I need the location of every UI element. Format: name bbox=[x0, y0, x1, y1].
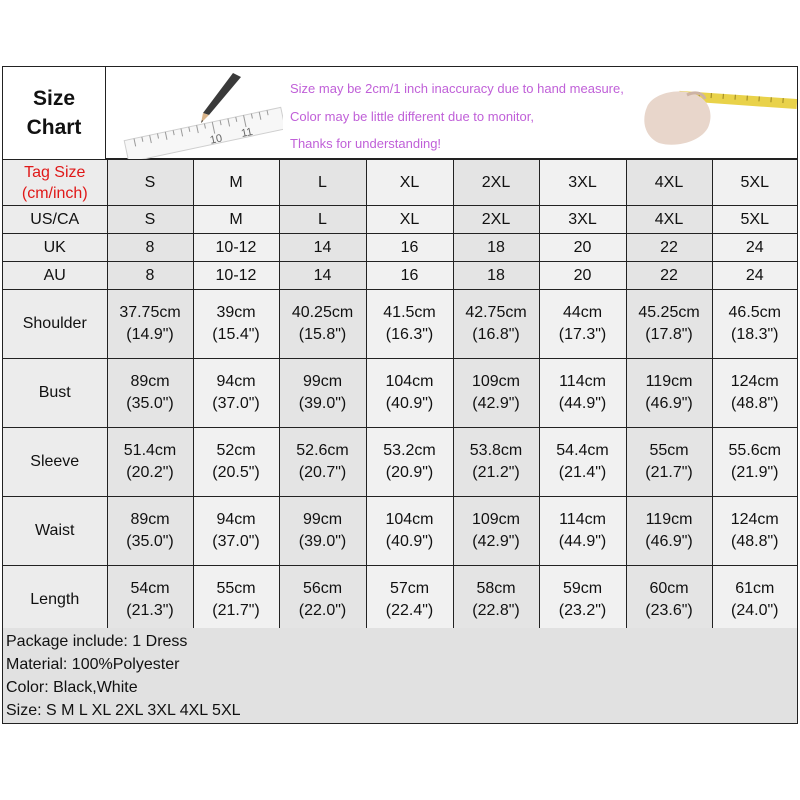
measurement-cm: 89cm bbox=[130, 511, 170, 528]
measurement-inch: (22.0") bbox=[298, 602, 347, 619]
measurement-cm: 53.8cm bbox=[469, 442, 523, 459]
size-cell: 14 bbox=[279, 234, 366, 262]
measurement-cm: 94cm bbox=[216, 373, 256, 390]
measurement-cm: 54.4cm bbox=[556, 442, 609, 459]
size-cell: M bbox=[193, 206, 279, 234]
table-row-sleeve bbox=[3, 428, 797, 497]
measurement-cell bbox=[107, 497, 193, 566]
measurement-cm: 55.6cm bbox=[728, 442, 781, 459]
measurement-cell bbox=[626, 290, 712, 359]
measurement-cell bbox=[712, 497, 797, 566]
note-thanks: Thanks for understanding! bbox=[290, 136, 442, 151]
measurement-cell bbox=[193, 497, 279, 566]
measurement-inch: (20.7") bbox=[298, 464, 347, 481]
size-cell: XL bbox=[366, 206, 453, 234]
ruler-number-10: 10 bbox=[208, 132, 224, 147]
size-chart-title bbox=[3, 67, 106, 159]
size-cell: 4XL bbox=[626, 206, 712, 234]
measurement-inch: (15.4") bbox=[212, 326, 260, 343]
measurement-inch: (44.9") bbox=[558, 533, 607, 550]
size-chart-header bbox=[3, 67, 797, 159]
size-cell: 24 bbox=[712, 262, 797, 290]
table-row-bust bbox=[3, 359, 797, 428]
tag-size-cell: 3XL bbox=[539, 160, 626, 206]
measurement-cm: 39cm bbox=[216, 304, 256, 321]
tag-size-cell: L bbox=[279, 160, 366, 206]
title-line-1: Size bbox=[32, 87, 76, 110]
row-label: Shoulder bbox=[3, 290, 107, 359]
measurement-inch: (44.9") bbox=[558, 395, 607, 412]
table-row-uk bbox=[3, 234, 797, 262]
measurement-cell bbox=[626, 359, 712, 428]
measurement-inch: (23.6") bbox=[645, 602, 693, 619]
measurement-inch: (21.3") bbox=[126, 602, 174, 619]
size-cell: 2XL bbox=[453, 206, 539, 234]
measurement-inch: (16.3") bbox=[385, 326, 434, 343]
measurement-cell bbox=[279, 359, 366, 428]
measurement-inch: (23.2") bbox=[558, 602, 607, 619]
measurement-cm: 37.75cm bbox=[119, 304, 181, 321]
row-label: Bust bbox=[3, 359, 107, 428]
note-color-difference: Color may be little different due to monitor, bbox=[290, 109, 534, 124]
row-label-tag-size bbox=[3, 160, 107, 206]
size-cell: 24 bbox=[712, 234, 797, 262]
measurement-cm: 52cm bbox=[216, 442, 256, 459]
measurement-inch: (17.8") bbox=[645, 326, 693, 343]
size-cell: 20 bbox=[539, 262, 626, 290]
measurement-cm: 114cm bbox=[559, 373, 606, 390]
size-cell: 3XL bbox=[539, 206, 626, 234]
tag-size-cell: S bbox=[107, 160, 193, 206]
row-label: US/CA bbox=[3, 206, 107, 234]
measurement-cm: 40.25cm bbox=[291, 304, 354, 321]
measurement-inch: (48.8") bbox=[731, 395, 779, 412]
material: Material: 100%Polyester bbox=[6, 656, 180, 673]
table-row-au bbox=[3, 262, 797, 290]
measurement-cell bbox=[193, 359, 279, 428]
measurement-cm: 56cm bbox=[302, 580, 343, 597]
measurement-cell bbox=[107, 290, 193, 359]
row-label: UK bbox=[3, 234, 107, 262]
measurement-inch: (21.2") bbox=[472, 464, 520, 481]
table-row-us-ca bbox=[3, 206, 797, 234]
measurement-cell bbox=[539, 359, 626, 428]
measurement-inch: (35.0") bbox=[126, 395, 174, 412]
measurement-inch: (37.0") bbox=[212, 533, 260, 550]
measurement-cm: 119cm bbox=[645, 373, 693, 390]
measurement-cm: 61cm bbox=[735, 580, 775, 597]
measurement-cm: 89cm bbox=[130, 373, 170, 390]
package-include: Package include: 1 Dress bbox=[6, 633, 188, 650]
measurement-cm: 60cm bbox=[649, 580, 689, 597]
measurement-cm: 114cm bbox=[559, 511, 606, 528]
measurement-cell bbox=[453, 566, 539, 635]
measurement-inch: (37.0") bbox=[212, 395, 260, 412]
measurement-cell bbox=[193, 566, 279, 635]
size-cell: 5XL bbox=[712, 206, 797, 234]
measurement-cm: 55cm bbox=[649, 442, 689, 459]
measurement-inch: (17.3") bbox=[558, 326, 607, 343]
size-cell: 10-12 bbox=[193, 234, 279, 262]
measurement-cm: 51.4cm bbox=[123, 442, 177, 459]
measurement-cm: 109cm bbox=[471, 373, 521, 390]
measurement-cell bbox=[626, 428, 712, 497]
ruler-pencil-illustration bbox=[113, 67, 283, 159]
row-label: Length bbox=[3, 566, 107, 635]
measurement-inch: (46.9") bbox=[645, 533, 693, 550]
measurement-inch: (35.0") bbox=[126, 533, 174, 550]
measurement-cm: 124cm bbox=[730, 511, 779, 528]
measurement-cell bbox=[279, 290, 366, 359]
size-options: Size: S M L XL 2XL 3XL 4XL 5XL bbox=[6, 702, 241, 719]
measurement-cell bbox=[193, 290, 279, 359]
measurement-cell bbox=[366, 428, 453, 497]
measurement-cm: 94cm bbox=[216, 511, 256, 528]
measurement-cm: 58cm bbox=[476, 580, 516, 597]
measurement-cell bbox=[366, 497, 453, 566]
measurement-cm: 54cm bbox=[130, 580, 170, 597]
measurement-cm: 53.2cm bbox=[383, 442, 436, 459]
measurement-cell bbox=[279, 428, 366, 497]
measurement-inch: (18.3") bbox=[731, 326, 779, 343]
measurement-cell bbox=[539, 428, 626, 497]
measurement-cm: 59cm bbox=[562, 580, 603, 597]
measurement-cell bbox=[453, 428, 539, 497]
measurement-cm: 41.5cm bbox=[383, 304, 436, 321]
measurement-cell bbox=[366, 290, 453, 359]
tag-size-cell: 4XL bbox=[626, 160, 712, 206]
tag-size-unit-label: (cm/inch) bbox=[21, 184, 88, 202]
tag-size-cell: XL bbox=[366, 160, 453, 206]
size-chart bbox=[2, 66, 798, 724]
size-cell: 22 bbox=[626, 234, 712, 262]
table-row-tag-size bbox=[3, 160, 797, 206]
measurement-cm: 104cm bbox=[385, 373, 434, 390]
measurement-inch: (24.0") bbox=[731, 602, 779, 619]
measurement-inch: (39.0") bbox=[298, 395, 347, 412]
measurement-cell bbox=[626, 497, 712, 566]
measurement-cm: 57cm bbox=[389, 580, 430, 597]
measurement-cm: 44cm bbox=[562, 304, 603, 321]
hand-tape-measure-illustration bbox=[639, 73, 797, 153]
size-cell: 20 bbox=[539, 234, 626, 262]
size-cell: 16 bbox=[366, 262, 453, 290]
size-cell: 8 bbox=[107, 262, 193, 290]
measurement-cm: 45.25cm bbox=[638, 304, 700, 321]
measurement-cell bbox=[279, 566, 366, 635]
measurement-inch: (48.8") bbox=[731, 533, 779, 550]
measurement-inch: (21.7") bbox=[645, 464, 693, 481]
measurement-inch: (22.8") bbox=[472, 602, 520, 619]
ruler-number-11: 11 bbox=[240, 125, 254, 140]
measurement-inch: (21.7") bbox=[212, 602, 260, 619]
measurement-inch: (40.9") bbox=[385, 533, 434, 550]
measurement-cell bbox=[626, 566, 712, 635]
measurement-inch: (20.5") bbox=[212, 464, 260, 481]
note-measure-inaccuracy: Size may be 2cm/1 inch inaccuracy due to hand measure, bbox=[290, 81, 624, 96]
measurement-inch: (16.8") bbox=[472, 326, 520, 343]
measurement-cm: 109cm bbox=[471, 511, 521, 528]
measurement-inch: (15.8") bbox=[298, 326, 347, 343]
row-label: Waist bbox=[3, 497, 107, 566]
measurement-cell bbox=[453, 290, 539, 359]
measurement-inch: (21.4") bbox=[558, 464, 607, 481]
measurement-inch: (20.2") bbox=[126, 464, 174, 481]
measurement-cm: 55cm bbox=[216, 580, 256, 597]
product-info bbox=[3, 628, 797, 723]
color-options: Color: Black,White bbox=[6, 679, 138, 696]
row-label: AU bbox=[3, 262, 107, 290]
size-cell: 18 bbox=[453, 262, 539, 290]
hand-icon bbox=[644, 91, 710, 144]
pencil-icon bbox=[201, 73, 241, 123]
measurement-cell bbox=[712, 290, 797, 359]
measurement-cell bbox=[193, 428, 279, 497]
tag-size-cell: 5XL bbox=[712, 160, 797, 206]
measurement-cell bbox=[366, 566, 453, 635]
tag-size-cell: 2XL bbox=[453, 160, 539, 206]
measurement-cell bbox=[107, 428, 193, 497]
measurement-cm: 42.75cm bbox=[465, 304, 527, 321]
measurement-cm: 119cm bbox=[645, 511, 693, 528]
measurement-inch: (46.9") bbox=[645, 395, 693, 412]
measurement-cm: 99cm bbox=[302, 373, 343, 390]
measurement-cell bbox=[453, 497, 539, 566]
measurement-cm: 124cm bbox=[730, 373, 779, 390]
size-cell: 22 bbox=[626, 262, 712, 290]
measurement-inch: (20.9") bbox=[385, 464, 434, 481]
measurement-cell bbox=[453, 359, 539, 428]
size-cell: L bbox=[279, 206, 366, 234]
measurement-inch: (40.9") bbox=[385, 395, 434, 412]
table-row-waist bbox=[3, 497, 797, 566]
measurement-cm: 46.5cm bbox=[728, 304, 781, 321]
measurement-inch: (14.9") bbox=[126, 326, 174, 343]
size-cell: 18 bbox=[453, 234, 539, 262]
size-cell: 16 bbox=[366, 234, 453, 262]
measurement-cell bbox=[107, 566, 193, 635]
tag-size-label: Tag Size bbox=[24, 163, 86, 181]
measurement-cell bbox=[712, 359, 797, 428]
title-line-2: Chart bbox=[26, 116, 82, 139]
measurement-cell bbox=[366, 359, 453, 428]
measurement-inch: (42.9") bbox=[472, 533, 520, 550]
measurement-cell bbox=[539, 290, 626, 359]
size-cell: 10-12 bbox=[193, 262, 279, 290]
size-cell: S bbox=[107, 206, 193, 234]
measurement-inch: (42.9") bbox=[472, 395, 520, 412]
measurement-cell bbox=[539, 497, 626, 566]
measurement-inch: (39.0") bbox=[298, 533, 347, 550]
tag-size-cell: M bbox=[193, 160, 279, 206]
measurement-cell bbox=[107, 359, 193, 428]
measurement-cm: 99cm bbox=[302, 511, 343, 528]
table-row-shoulder bbox=[3, 290, 797, 359]
measurement-cell bbox=[712, 428, 797, 497]
measurement-cell bbox=[539, 566, 626, 635]
measurement-cell bbox=[279, 497, 366, 566]
measurement-cm: 104cm bbox=[385, 511, 434, 528]
row-label: Sleeve bbox=[3, 428, 107, 497]
measurement-cm: 52.6cm bbox=[296, 442, 349, 459]
measurement-cell bbox=[712, 566, 797, 635]
size-cell: 14 bbox=[279, 262, 366, 290]
measurement-inch: (21.9") bbox=[731, 464, 779, 481]
measurement-inch: (22.4") bbox=[385, 602, 434, 619]
table-row-length bbox=[3, 566, 797, 635]
size-cell: 8 bbox=[107, 234, 193, 262]
size-table bbox=[3, 159, 797, 635]
